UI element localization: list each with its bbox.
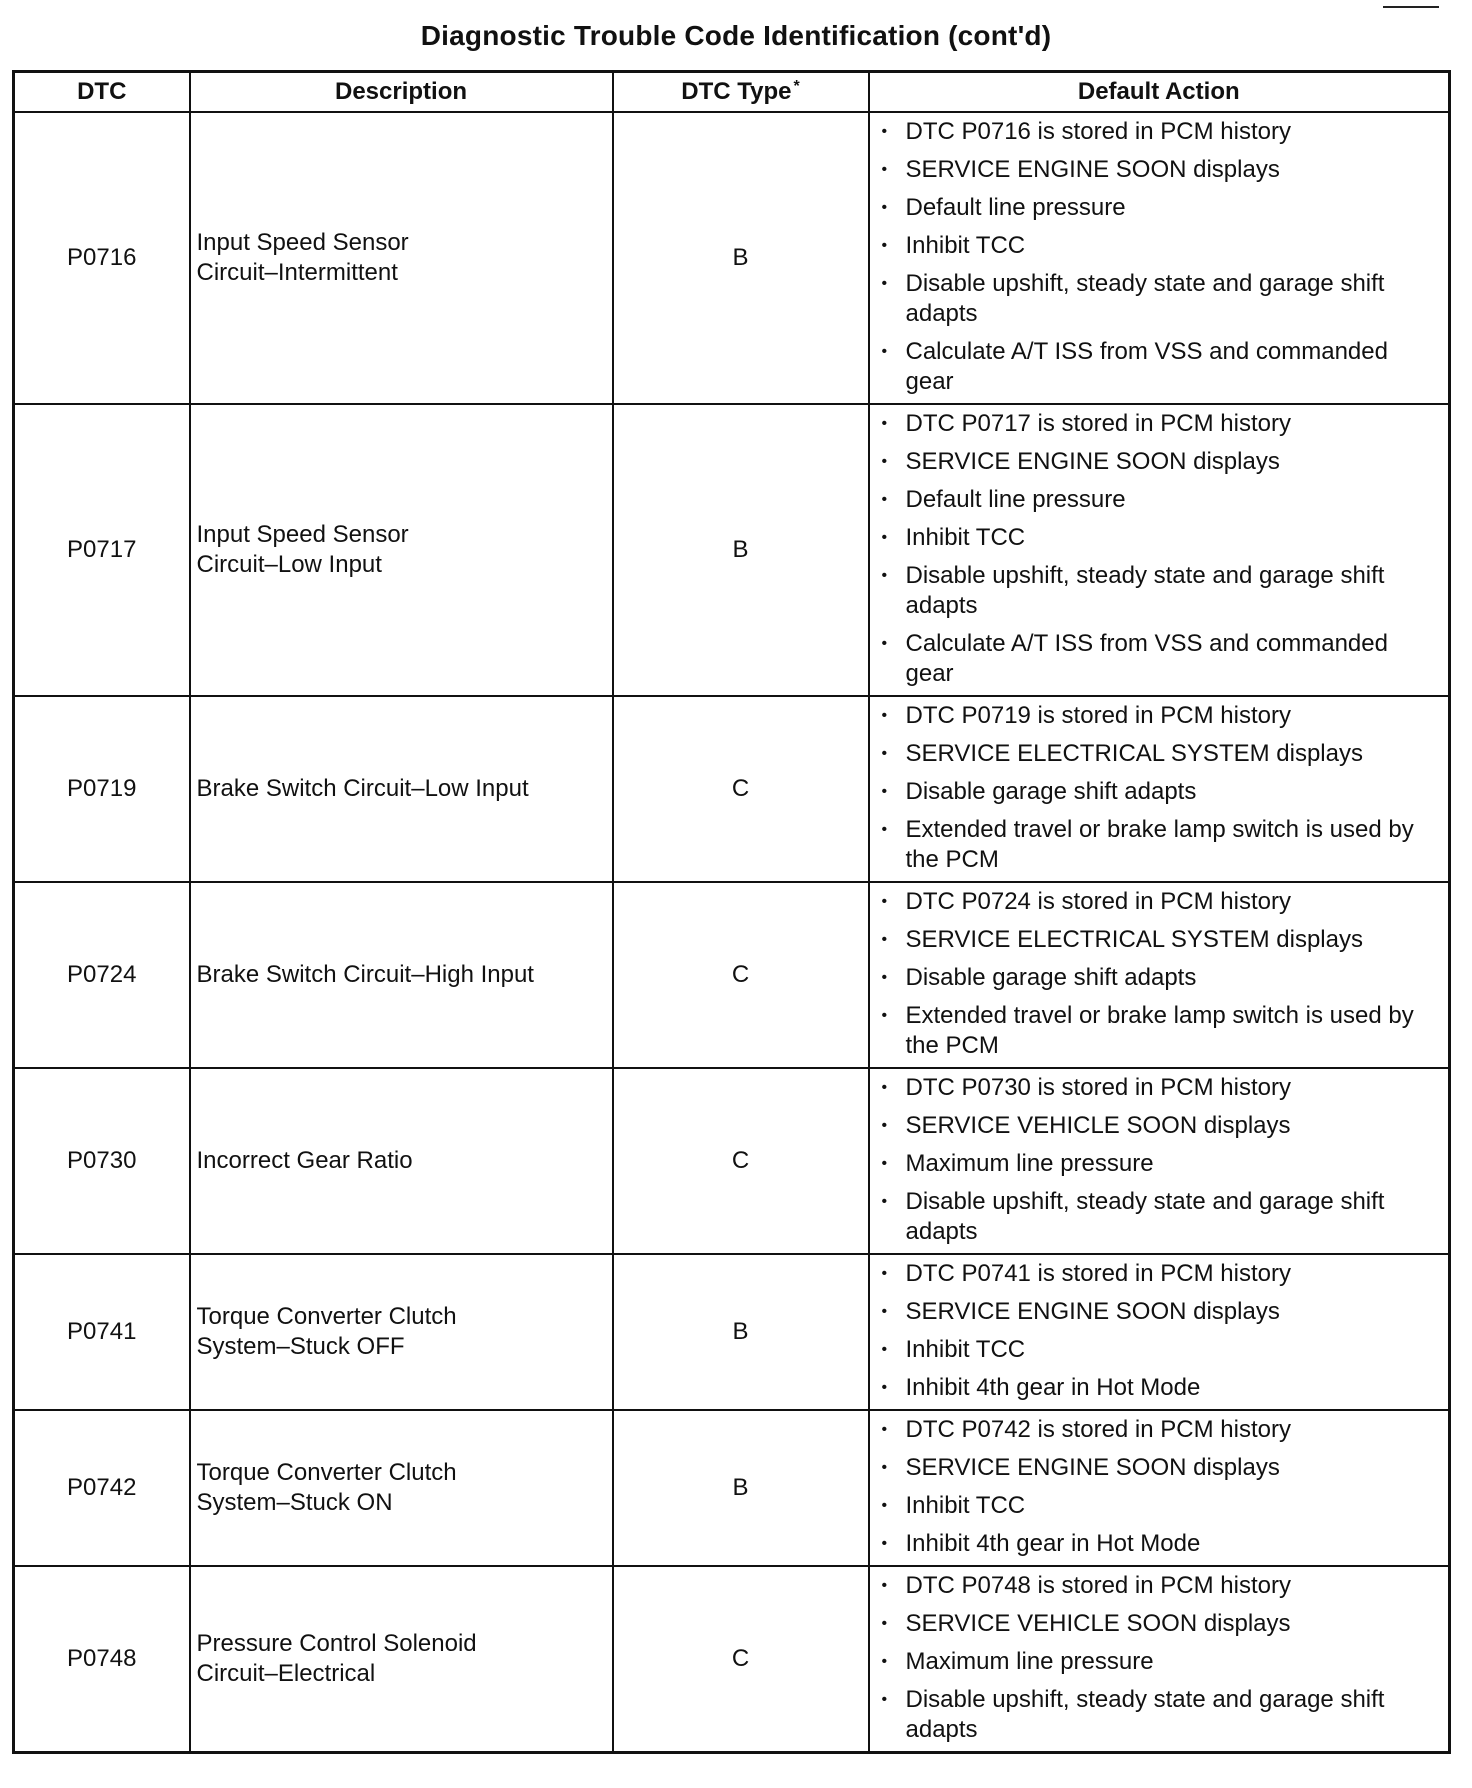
list-item: • SERVICE ENGINE SOON displays <box>906 1453 1441 1483</box>
header-dtc: DTC <box>14 72 190 113</box>
list-item: • Disable garage shift adapts <box>906 963 1441 993</box>
list-item: • Maximum line pressure <box>906 1647 1441 1677</box>
table-row <box>14 696 1450 882</box>
list-item: • SERVICE VEHICLE SOON displays <box>906 1609 1441 1639</box>
dtc-code-cell: P0742 <box>14 1410 190 1566</box>
description-line: Input Speed Sensor <box>196 229 409 256</box>
header-dtc-type <box>613 72 869 113</box>
header-description: Description <box>190 72 613 113</box>
dtc-table <box>12 70 1451 1754</box>
description-line: Torque Converter Clutch <box>196 1459 457 1486</box>
list-item: • Inhibit 4th gear in Hot Mode <box>906 1529 1441 1559</box>
table-row <box>14 1068 1450 1254</box>
list-item: • Inhibit TCC <box>906 1491 1441 1521</box>
description-line: Torque Converter Clutch <box>196 1303 457 1330</box>
list-item: • Inhibit TCC <box>906 231 1441 261</box>
dtc-code-cell: P0716 <box>14 112 190 404</box>
list-item: • Disable upshift, steady state and garage shift adapts <box>906 269 1441 329</box>
default-action-list <box>906 409 1441 689</box>
list-item: • DTC P0724 is stored in PCM history <box>906 887 1441 917</box>
list-item: • SERVICE ENGINE SOON displays <box>906 155 1441 185</box>
default-action-cell <box>869 1254 1450 1410</box>
dtc-type-cell: B <box>613 1410 869 1566</box>
description-line: System–Stuck ON <box>196 1489 393 1516</box>
description-cell <box>190 112 613 404</box>
default-action-list <box>906 1259 1441 1403</box>
dtc-type-cell: C <box>613 696 869 882</box>
table-row <box>14 112 1450 404</box>
dtc-table-body <box>14 112 1450 1753</box>
description-line: Brake Switch Circuit–High Input <box>196 961 534 988</box>
dtc-type-cell: C <box>613 882 869 1068</box>
list-item: • DTC P0719 is stored in PCM history <box>906 701 1441 731</box>
default-action-cell <box>869 882 1450 1068</box>
description-cell <box>190 404 613 696</box>
description-line: Pressure Control Solenoid <box>196 1630 477 1657</box>
list-item: • DTC P0748 is stored in PCM history <box>906 1571 1441 1601</box>
dtc-type-cell: C <box>613 1566 869 1753</box>
dtc-type-cell: B <box>613 1254 869 1410</box>
list-item: • DTC P0741 is stored in PCM history <box>906 1259 1441 1289</box>
list-item: • Disable garage shift adapts <box>906 777 1441 807</box>
list-item: • Inhibit 4th gear in Hot Mode <box>906 1373 1441 1403</box>
table-row <box>14 1566 1450 1753</box>
default-action-cell <box>869 112 1450 404</box>
description-line: Circuit–Electrical <box>196 1660 376 1687</box>
header-dtc-type-label: DTC Type <box>681 78 792 105</box>
default-action-cell <box>869 1068 1450 1254</box>
description-line: Incorrect Gear Ratio <box>196 1147 413 1174</box>
list-item: • SERVICE ENGINE SOON displays <box>906 447 1441 477</box>
header-default-action: Default Action <box>869 72 1450 113</box>
default-action-list <box>906 1073 1441 1247</box>
dtc-code-cell: P0748 <box>14 1566 190 1753</box>
description-cell <box>190 1410 613 1566</box>
list-item: • Extended travel or brake lamp switch is used by the PCM <box>906 815 1441 875</box>
list-item: • SERVICE ELECTRICAL SYSTEM displays <box>906 925 1441 955</box>
dtc-code-cell: P0741 <box>14 1254 190 1410</box>
list-item: • DTC P0717 is stored in PCM history <box>906 409 1441 439</box>
dtc-type-cell: B <box>613 404 869 696</box>
description-line: System–Stuck OFF <box>196 1333 405 1360</box>
default-action-cell <box>869 1410 1450 1566</box>
dtc-type-cell: B <box>613 112 869 404</box>
list-item: • DTC P0742 is stored in PCM history <box>906 1415 1441 1445</box>
list-item: • DTC P0730 is stored in PCM history <box>906 1073 1441 1103</box>
default-action-list <box>906 1571 1441 1745</box>
header-row <box>14 72 1450 113</box>
table-row <box>14 1254 1450 1410</box>
default-action-list <box>906 117 1441 397</box>
list-item: • Disable upshift, steady state and garage shift adapts <box>906 561 1441 621</box>
dtc-type-cell: C <box>613 1068 869 1254</box>
list-item: • SERVICE VEHICLE SOON displays <box>906 1111 1441 1141</box>
dtc-code-cell: P0724 <box>14 882 190 1068</box>
description-line: Circuit–Intermittent <box>196 259 398 286</box>
dtc-code-cell: P0719 <box>14 696 190 882</box>
header-dtc-type-footnote-marker: * <box>793 78 800 95</box>
table-row <box>14 882 1450 1068</box>
default-action-list <box>906 887 1441 1061</box>
default-action-cell <box>869 404 1450 696</box>
description-cell <box>190 1566 613 1753</box>
list-item: • Default line pressure <box>906 485 1441 515</box>
top-rule <box>1383 6 1439 8</box>
list-item: • Calculate A/T ISS from VSS and commanded gear <box>906 629 1441 689</box>
list-item: • Inhibit TCC <box>906 1335 1441 1365</box>
table-row <box>14 404 1450 696</box>
dtc-code-cell: P0730 <box>14 1068 190 1254</box>
description-line: Circuit–Low Input <box>196 551 382 578</box>
table-row <box>14 1410 1450 1566</box>
default-action-cell <box>869 696 1450 882</box>
list-item: • Extended travel or brake lamp switch is used by the PCM <box>906 1001 1441 1061</box>
description-cell <box>190 1254 613 1410</box>
list-item: • SERVICE ENGINE SOON displays <box>906 1297 1441 1327</box>
description-line: Brake Switch Circuit–Low Input <box>196 775 529 802</box>
page-title: Diagnostic Trouble Code Identification (cont'd) <box>420 20 1052 51</box>
default-action-list <box>906 701 1441 875</box>
list-item: • DTC P0716 is stored in PCM history <box>906 117 1441 147</box>
description-line: Input Speed Sensor <box>196 521 409 548</box>
description-cell <box>190 882 613 1068</box>
default-action-cell <box>869 1566 1450 1753</box>
description-cell <box>190 696 613 882</box>
list-item: • Calculate A/T ISS from VSS and commanded gear <box>906 337 1441 397</box>
default-action-list <box>906 1415 1441 1559</box>
list-item: • Disable upshift, steady state and garage shift adapts <box>906 1685 1441 1745</box>
list-item: • Maximum line pressure <box>906 1149 1441 1179</box>
description-cell <box>190 1068 613 1254</box>
dtc-code-cell: P0717 <box>14 404 190 696</box>
list-item: • SERVICE ELECTRICAL SYSTEM displays <box>906 739 1441 769</box>
list-item: • Disable upshift, steady state and garage shift adapts <box>906 1187 1441 1247</box>
list-item: • Inhibit TCC <box>906 523 1441 553</box>
list-item: • Default line pressure <box>906 193 1441 223</box>
